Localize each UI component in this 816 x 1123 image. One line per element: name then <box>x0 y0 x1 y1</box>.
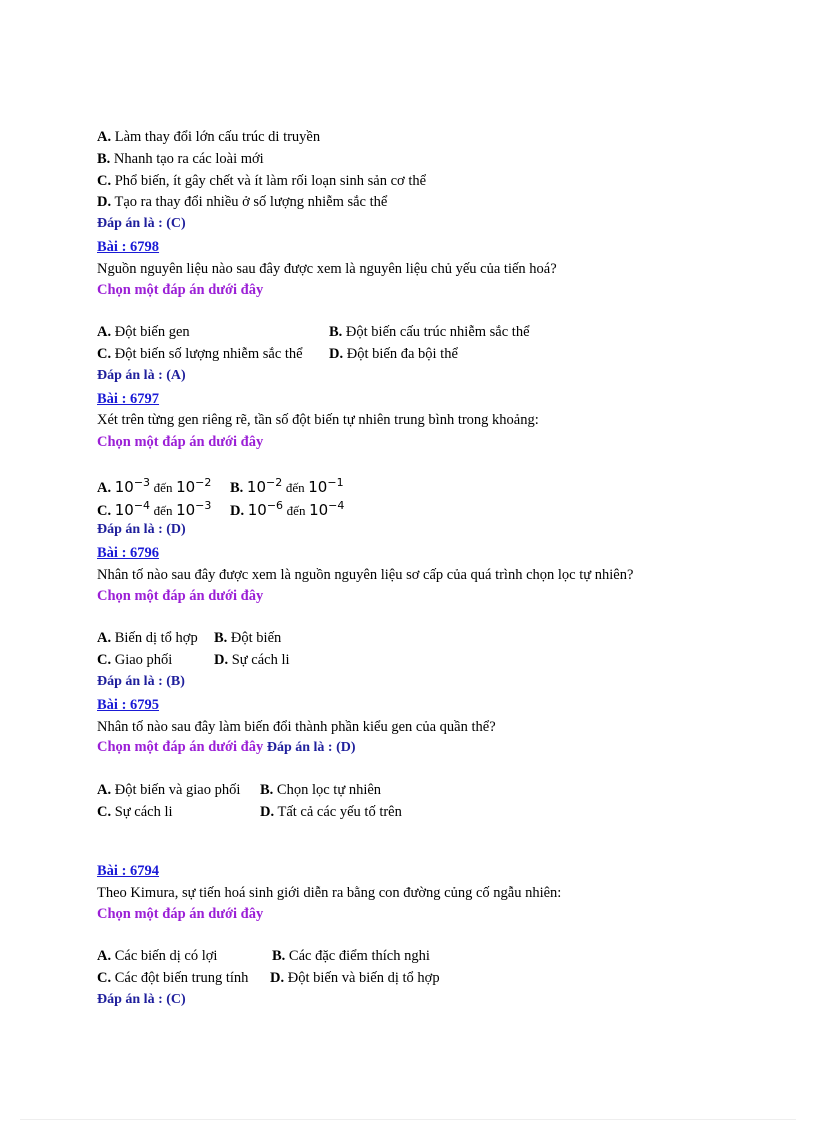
choose-prompt: Chọn một đáp án dưới đây <box>97 588 264 604</box>
option-row: A. Đột biến gen <box>97 324 190 340</box>
choose-prompt: Chọn một đáp án dưới đây <box>97 739 264 755</box>
answer-text: Đáp án là : (A) <box>97 368 186 383</box>
page-bottom-divider <box>20 1119 796 1120</box>
option-row: C. Đột biến số lượng nhiễm sắc thể <box>97 346 303 362</box>
option-b: B. Nhanh tạo ra các loài mới <box>97 151 264 167</box>
question-text: Nhân tố nào sau đây được xem là nguồn nguyên liệu sơ cấp của quá trình chọn lọc tự nhiên? <box>97 567 634 583</box>
answer-text: Đáp án là : (D) <box>266 740 356 755</box>
option-a: A. Các biến dị có lợi <box>97 948 218 964</box>
option-b: B. Đột biến <box>214 630 282 646</box>
option-c: C. Giao phối <box>97 652 173 668</box>
option-c: C. Sự cách li <box>97 804 173 820</box>
option-c: C. Phổ biến, ít gây chết và ít làm rối loạn sinh sản cơ thể <box>97 173 427 189</box>
option-c: Đột biến số lượng nhiễm sắc thể <box>114 346 303 362</box>
question-title-link[interactable]: Bài : 6794 <box>97 863 160 879</box>
question-title-link[interactable]: Bài : 6797 <box>97 391 160 407</box>
question-text: Nguồn nguyên liệu nào sau đây được xem là nguyên liệu chủ yếu của tiến hoá? <box>97 261 557 277</box>
option-a: A. $10^{-3}$ đến $10^{-2}$ <box>97 476 212 496</box>
option-b: B. Chọn lọc tự nhiên <box>260 782 382 798</box>
option-d: Đột biến đa bội thể <box>346 346 458 362</box>
prompt-row <box>97 738 356 757</box>
choose-prompt: Chọn một đáp án dưới đây <box>97 282 264 298</box>
question-title-link[interactable]: Bài : 6798 <box>97 239 160 255</box>
option-b: Đột biến cấu trúc nhiễm sắc thể <box>345 324 530 340</box>
option-d: D. Tất cả các yếu tố trên <box>260 804 402 820</box>
option-row-col2: B. Đột biến cấu trúc nhiễm sắc thể <box>329 324 530 340</box>
option-d: D. Đột biến và biến dị tổ hợp <box>270 970 440 986</box>
answer-text: Đáp án là : (C) <box>97 216 186 231</box>
question-title-link[interactable]: Bài : 6795 <box>97 697 160 713</box>
answer-text: Đáp án là : (D) <box>97 522 186 537</box>
option-a: Đột biến gen <box>114 324 190 340</box>
option-d: D. $10^{-6}$ đến $10^{-4}$ <box>230 499 345 519</box>
option-a: A. Làm thay đổi lớn cấu trúc di truyền <box>97 129 321 145</box>
question-text: Nhân tố nào sau đây làm biến đổi thành phần kiểu gen của quần thể? <box>97 719 496 735</box>
question-text: Xét trên từng gen riêng rẽ, tần số đột biến tự nhiên trung bình trong khoảng: <box>97 412 539 428</box>
option-d: D. Sự cách li <box>214 652 290 668</box>
question-text: Theo Kimura, sự tiến hoá sinh giới diễn ra bằng con đường củng cố ngẫu nhiên: <box>97 885 562 901</box>
choose-prompt: Chọn một đáp án dưới đây <box>97 906 264 922</box>
option-c: C. $10^{-4}$ đến $10^{-3}$ <box>97 499 212 519</box>
option-c: C. Các đột biến trung tính <box>97 970 249 986</box>
option-b: B. $10^{-2}$ đến $10^{-1}$ <box>230 476 344 496</box>
choose-prompt: Chọn một đáp án dưới đây <box>97 434 264 450</box>
answer-text: Đáp án là : (B) <box>97 674 185 689</box>
option-a: A. Biến dị tổ hợp <box>97 630 198 646</box>
answer-text: Đáp án là : (C) <box>97 992 186 1007</box>
question-title-link[interactable]: Bài : 6796 <box>97 545 160 561</box>
option-a: A. Đột biến và giao phối <box>97 782 241 798</box>
option-row-col2: D. Đột biến đa bội thể <box>329 346 458 362</box>
option-b: B. Các đặc điểm thích nghi <box>272 948 430 964</box>
option-d: D. Tạo ra thay đổi nhiều ở số lượng nhiễm sắc thể <box>97 194 388 210</box>
